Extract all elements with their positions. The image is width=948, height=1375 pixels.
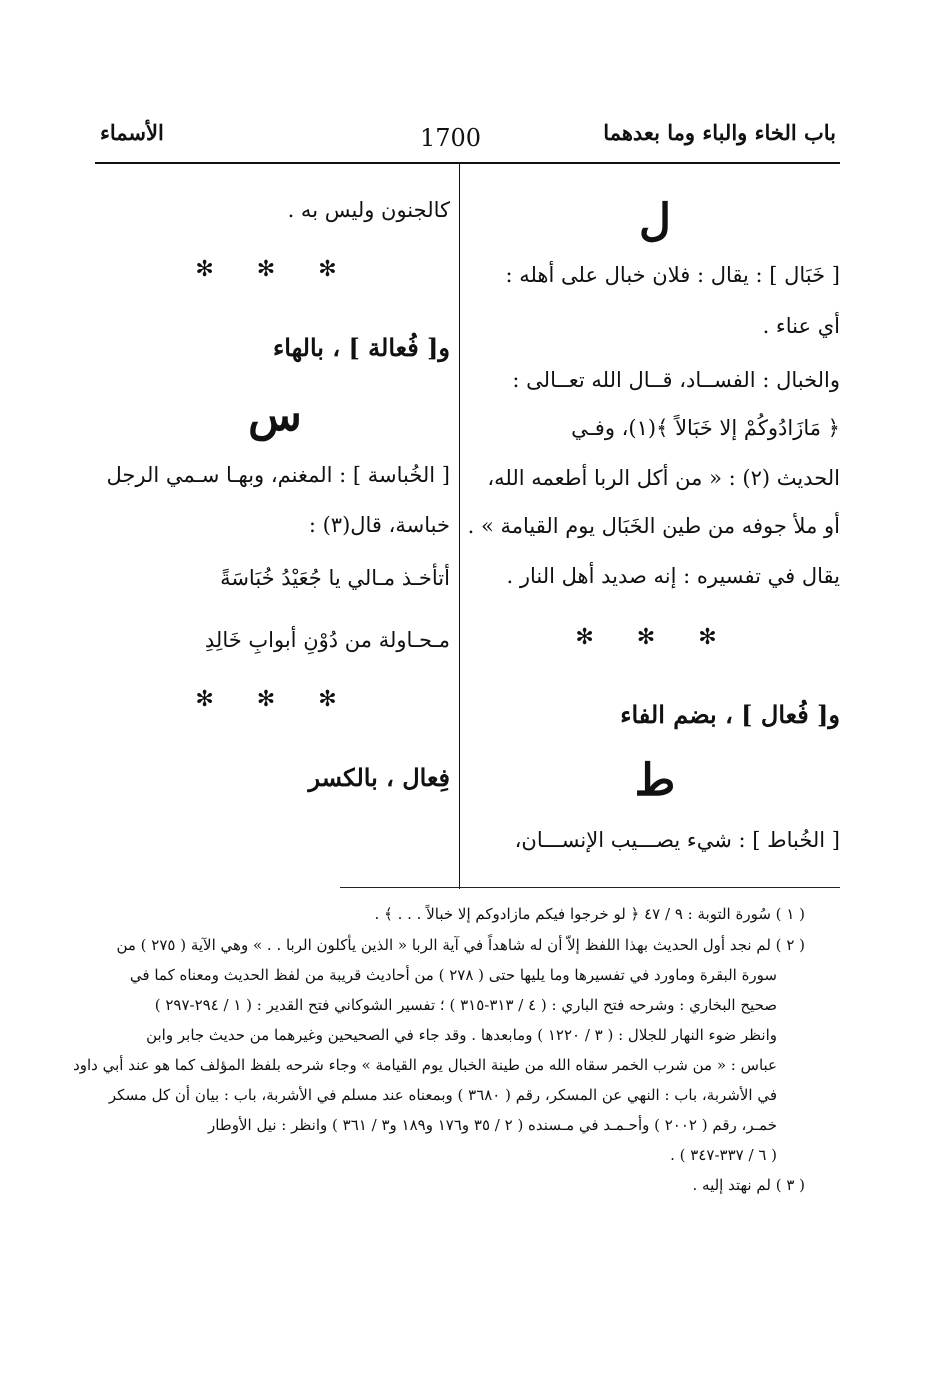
section-title: الأسماء: [100, 120, 164, 145]
footnote-2-line: ( ٦ / ٣٣٧-٣٤٧ ) .: [670, 1146, 777, 1164]
page-number: 1700: [420, 124, 482, 152]
footnote-2-line: صحيح البخاري : وشرحه فتح الباري : ( ٤ / ٣١٣-٣١٥ ) ؛ تفسير الشوكاني فتح القدير : ( ١ / ٢٩٤-٢٩٧ ): [154, 996, 777, 1014]
entry-text-line: أي عناء .: [762, 314, 840, 338]
column-divider: [459, 163, 460, 889]
footnote-1: ( ١ ) سُورة التوبة : ٩ / ٤٧ ﴿ لو خرجوا فيكم مازادوكم إلا خبالاً . . . ﴾ .: [374, 905, 805, 923]
footnote-rule: [340, 887, 840, 888]
section-separator: ✻ ✻ ✻: [575, 625, 735, 650]
entry-text-line: والخبال : الفســاد، قــال الله تعــالى :: [512, 368, 840, 392]
pattern-heading: و[ فُعالة ] ، بالهاء: [273, 333, 450, 362]
footnote-2-line: سورة البقرة وماورد في تفسيرها وما يليها حتى ( ٢٧٨ ) من أحاديث قريبة من لفظ الحديث ومعناه كما في: [129, 966, 777, 984]
section-separator: ✻ ✻ ✻: [195, 687, 355, 712]
header-rule: [95, 162, 840, 164]
footnote-2-line: في الأشربة، باب : النهي عن المسكر، رقم ( ٣٦٨٠ ) وبمعناه عند مسلم في الأشربة، باب : بيان أن كل مسكر: [108, 1086, 777, 1104]
section-letter-lam: ل: [639, 195, 671, 246]
entry-text-line: كالجنون وليس به .: [287, 198, 450, 222]
entry-text-line: ﴿ مَازَادُوكُمْ إلا خَبَالاً ﴾(١)، وفـي: [571, 416, 840, 440]
footnote-2-line: خمـر، رقم ( ٢٠٠٢ ) وأحـمـد في مـسنده ( ٢ / ٣٥ و١٧٦ و١٨٩ و٣ / ٣٦١ ) وانظر : نيل الأوطار: [207, 1116, 777, 1134]
verse-line: مـحـاولة من دُوْنِ أبوابِ خَالِدِ: [204, 628, 450, 652]
pattern-heading: فِعال ، بالكسر: [308, 763, 450, 792]
entry-text-line: الحديث (٢) : « من أكل الربا أطعمه الله،: [487, 466, 840, 490]
entry-text-line: [ خَبَال ] : يقال : فلان خبال على أهله :: [505, 263, 840, 287]
verse-line: أتأخـذ مـالي يا جُعَيْدُ خُبَاسَةً: [220, 566, 450, 590]
footnote-2: ( ٢ ) لم نجد أول الحديث بهذا اللفظ إلاّ أن له شاهداً في آية الربا « الذين يأكلون الربا . . » وهي الآية ( ٢٧٥ ) من: [116, 936, 805, 954]
footnote-2-line: عباس : « من شرب الخمر سقاه الله من طينة الخبال يوم القيامة » وجاء شرحه بلفظ المؤلف كما هو عند أبي داود: [73, 1056, 777, 1074]
entry-text-line: أو ملأ جوفه من طين الخَبَال يوم القيامة » .: [467, 514, 840, 538]
entry-text-line: يقال في تفسيره : إنه صديد أهل النار .: [506, 564, 840, 588]
entry-text-line: [ الخُباسة ] : المغنم، وبهـا سـمي الرجل: [106, 463, 450, 487]
entry-text-line: خباسة، قال(٣) :: [308, 513, 450, 537]
pattern-heading: و[ فُعال ] ، بضم الفاء: [620, 700, 840, 729]
footnote-2-line: وانظر ضوء النهار للجلال : ( ٣ / ١٢٢٠ ) ومابعدها . وقد جاء في الصحيحين وغيرهما من حديث جابر وابن: [146, 1026, 777, 1044]
chapter-title: باب الخاء والباء وما بعدهما: [603, 120, 836, 145]
section-separator: ✻ ✻ ✻: [195, 257, 355, 282]
entry-text-line: [ الخُباط ] : شيء يصـــيب الإنســـان،: [514, 828, 840, 852]
section-letter-sin: س: [248, 390, 302, 441]
section-letter-ta: ط: [634, 755, 676, 806]
footnote-3: ( ٣ ) لم نهتد إليه .: [692, 1176, 805, 1194]
